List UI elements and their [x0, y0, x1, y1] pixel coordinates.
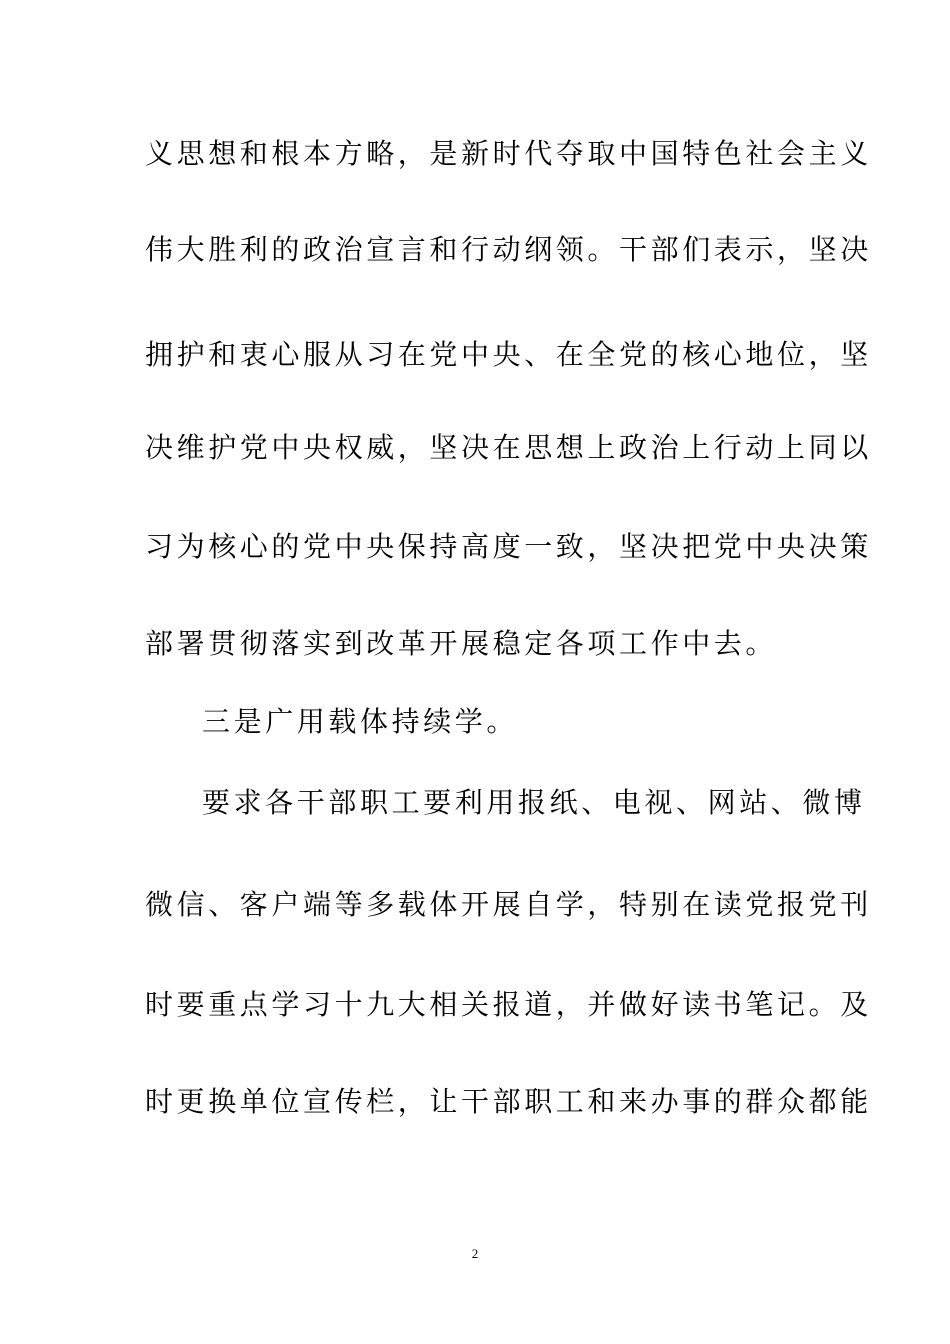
text-line: 义思想和根本方略，是新时代夺取中国特色社会主义	[145, 137, 872, 170]
text-line: 部署贯彻落实到改革开展稳定各项工作中去。	[145, 627, 778, 660]
section-heading: 三是广用载体持续学。	[202, 705, 519, 738]
text-line: 决维护党中央权威，坚决在思想上政治上行动上同以	[145, 431, 872, 464]
text-line: 时更换单位宣传栏，让干部职工和来办事的群众都能	[145, 1085, 872, 1118]
text-line: 伟大胜利的政治宣言和行动纲领。干部们表示，坚决	[145, 233, 872, 266]
text-line: 拥护和衷心服从习在党中央、在全党的核心地位，坚	[145, 338, 872, 371]
text-line: 微信、客户端等多载体开展自学，特别在读党报党刊	[145, 888, 872, 921]
text-line: 时要重点学习十九大相关报道，并做好读书笔记。及	[145, 988, 872, 1021]
page-number: 2	[471, 1246, 479, 1261]
paragraph-first-line: 要求各干部职工要利用报纸、电视、网站、微博	[202, 786, 866, 819]
text-line: 习为核心的党中央保持高度一致，坚决把党中央决策	[145, 530, 872, 563]
